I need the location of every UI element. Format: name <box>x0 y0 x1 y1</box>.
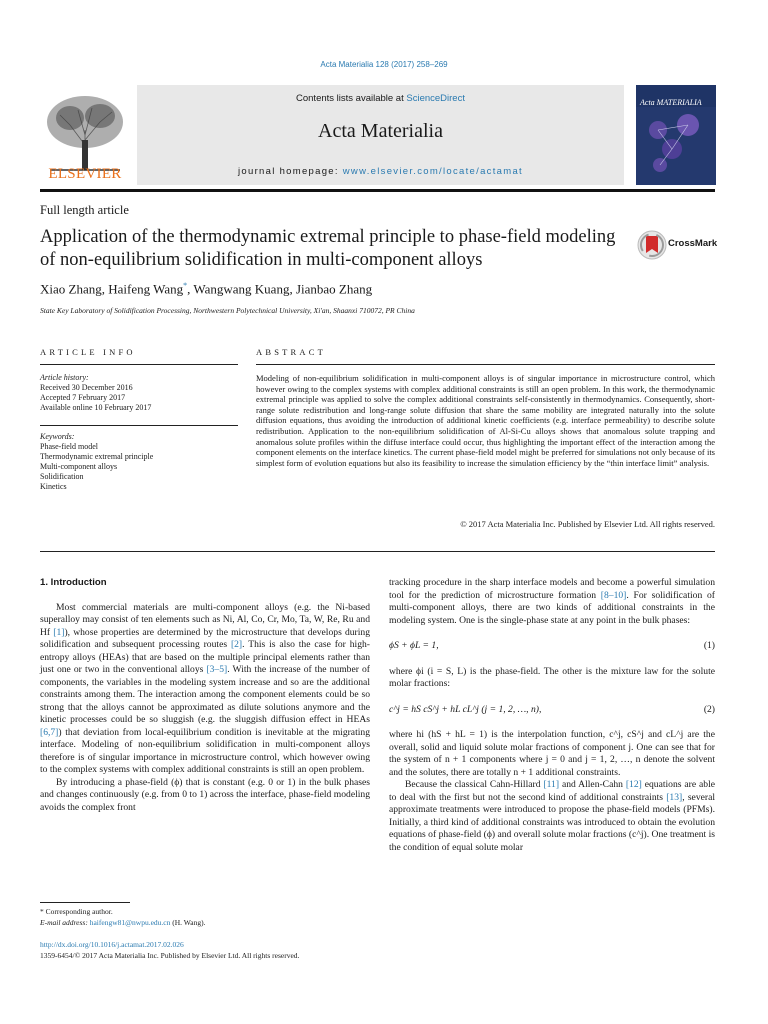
author-list <box>40 281 372 297</box>
text: . For solidification of multi-component alloys, there are two kinds of additional constraints in the modeling system. One is the single-phase state at any point in the bulk phases: <box>389 589 715 626</box>
keywords-label: Keywords: <box>40 432 75 441</box>
corresponding-author-mark[interactable]: * <box>183 281 188 290</box>
citation-link[interactable]: [11] <box>543 779 560 790</box>
equation-1 <box>389 640 715 653</box>
body-paragraph: where ϕi (i = S, L) is the phase-field. The other is the mixture law for the solute molar fractions: <box>389 665 715 689</box>
keyword: Solidification <box>40 472 84 481</box>
sciencedirect-link[interactable]: ScienceDirect <box>406 93 465 104</box>
journal-reference-link[interactable]: Acta Materialia 128 (2017) 258–269 <box>320 60 448 69</box>
divider <box>40 425 238 426</box>
history-accepted: Accepted 7 February 2017 <box>40 393 126 402</box>
body-paragraph <box>40 602 370 777</box>
citation-link[interactable]: [1] <box>53 626 65 638</box>
contents-line <box>137 93 624 104</box>
history-online: Available online 10 February 2017 <box>40 403 152 412</box>
equation-2 <box>389 704 715 717</box>
citation-link[interactable]: [2] <box>230 639 243 650</box>
article-title: Application of the thermodynamic extremal principle to phase-field modeling of non-equilibrium solidification in multi-component alloys <box>40 227 616 270</box>
doi-link[interactable]: http://dx.doi.org/10.1016/j.actamat.2017.02.026 <box>40 940 184 949</box>
corresponding-label: * Corresponding author. <box>40 907 113 916</box>
keywords <box>40 432 153 492</box>
body-right-column <box>389 577 715 854</box>
text: ), whose properties are determined by the microstructure that develops during solidification and subsequent processing routes <box>40 626 370 650</box>
text: tracking procedure in the sharp interface models and become a powerful simulation tool for the prediction of microstructure formation <box>389 577 715 601</box>
article-type: Full length article <box>40 203 129 217</box>
citation-link[interactable]: [12] <box>625 779 642 790</box>
equation-body: ϕS + ϕL = 1, <box>389 640 439 651</box>
article-history <box>40 373 151 413</box>
equation-number: (1) <box>703 640 715 651</box>
equation-body: c^j = hS cS^j + hL cL^j (j = 1, 2, …, n), <box>389 703 542 715</box>
footnote-rule <box>40 902 130 903</box>
text: . This is also the case for high-entropy alloys (HEAs) that are based on the multiple principal elements rather than just one or two in the conventional alloys <box>40 639 370 675</box>
cover-title: Acta MATERIALIA <box>640 98 702 107</box>
contents-prefix: Contents lists available at <box>296 93 407 104</box>
keyword: Kinetics <box>40 482 67 491</box>
email-label: E-mail address: <box>40 918 90 927</box>
divider <box>40 364 238 365</box>
citation-link[interactable]: [8–10] <box>600 589 627 601</box>
email-line <box>40 917 205 928</box>
affiliation: State Key Laboratory of Solidification Processing, Northwestern Polytechnical University, Xi'an, Shaanxi 710072, PR China <box>40 306 415 315</box>
issn-line: 1359-6454/© 2017 Acta Materialia Inc. Published by Elsevier Ltd. All rights reserved. <box>40 951 300 960</box>
body-paragraph: By introducing a phase-field (ϕ) that is constant (e.g. 0 or 1) in the bulk phases and changes continuously (e.g. from 0 to 1) across the interface, phase-field modeling avoids the complex front <box>40 776 370 813</box>
homepage-prefix: journal homepage: <box>238 166 343 177</box>
authors-rest: , Wangwang Kuang, Jianbao Zhang <box>187 281 373 297</box>
crossmark-icon[interactable] <box>637 230 667 260</box>
body-paragraph: where hi (hS + hL = 1) is the interpolation function, c^j, cS^j and cL^j are the overall, solid and liquid solute molar fractions of component j. One can see that for the system of n + 1 components where j = 0 and j = 1, 2, …, n denote the solvent and the solutes, there are totally n + 1 additional constraints. <box>389 729 715 778</box>
body-paragraph <box>389 577 715 627</box>
journal-title: Acta Materialia <box>318 120 443 142</box>
text: Because the classical Cahn-Hillard <box>405 779 544 790</box>
section-rule <box>40 551 715 552</box>
text: Most commercial materials are multi-component alloys (e.g. the Ni-based superalloy may consist of ten elements such as Ni, Al, Co, Cr, Mo, Ta, W, Re, Ru and Hf <box>40 601 370 638</box>
history-received: Received 30 December 2016 <box>40 383 133 392</box>
keyword: Multi-component alloys <box>40 462 118 471</box>
body-left-column <box>40 577 370 814</box>
keyword: Phase-field model <box>40 442 98 451</box>
text: and Allen-Cahn <box>559 779 626 790</box>
authors-first: Xiao Zhang, Haifeng Wang <box>40 281 184 297</box>
abstract-text: Modeling of non-equilibrium solidification in multi-component alloys is of singular importance in microstructure control, which however owing to the complex systems with complex additional constraints is still an open problem. In this work, the thermodynamic extremal principle was applied to solve the complex additional constraints self-consistently in thermodynamics. Consequently, short-range solute redistribution and long-range solute diffusion that share the same mobility are integrated naturally into the solute diffusion equations, thus avoiding the introduction of additional kinetic coefficients (e.g. interface permeability) to describe solute redistribution. Application to the non-equilibrium solidification of Al-Si-Cu alloys shows that anomalous solute trapping and anomalous solute profiles within the diffuse interface could occur, thus highlighting the important effect of the interaction among the component elements on the interface kinetics. The current phase-field model might be preferred for simulations not only because of its simplest form of evolution equations but also its feasibility to increase the simulation efficiency by the “thin interface limit” analysis. <box>256 373 715 468</box>
citation-link[interactable]: [6,7] <box>40 726 59 738</box>
email-link[interactable]: haifengw81@nwpu.edu.cn <box>89 918 171 927</box>
email-suffix: (H. Wang). <box>170 918 206 927</box>
abstract-heading: ABSTRACT <box>256 347 326 357</box>
article-info-heading: ARTICLE INFO <box>40 347 136 357</box>
doi-block <box>40 939 299 961</box>
text: equations are able to deal with the first but not the second kind of additional constraints <box>389 779 715 803</box>
body-paragraph <box>389 779 715 854</box>
text: , several approximate treatments were introduced to propose the phase-field models (PFMs). Initially, a third kind of additional constraints was introduced to obtain the evolution equations of phase-field (ϕ) and overall solute molar fractions (c^j). One treatment is the condition of equal solute molar <box>389 791 715 853</box>
equation-number: (2) <box>703 703 715 715</box>
homepage-line <box>137 166 624 177</box>
corresponding-footnote <box>40 906 205 928</box>
introduction-heading: 1. Introduction <box>40 577 107 588</box>
divider <box>256 364 715 365</box>
crossmark-label[interactable]: CrossMark <box>668 238 718 249</box>
text: ) that deviation from local-equilibrium condition is inevitable at the migrating interface. Modeling of non-equilibrium solidification in multi-component alloys therefore is of singular importance in microstructure control, which however owing to the complex systems with complex additional constraints is still an open problem. <box>40 726 370 775</box>
text: . With the increase of the number of components, the variables in the modeling system increase and so are the additional constraints among them. The interaction among the component elements could be so strong that the alloys cannot be approximated as dilute solutions anymore and the kinetic processes could be so sluggish (e.g. the sluggish diffusion effect in HEAs <box>40 664 370 725</box>
homepage-link[interactable]: www.elsevier.com/locate/actamat <box>342 166 523 177</box>
citation-link[interactable]: [3–5] <box>206 664 228 675</box>
history-label: Article history: <box>40 373 89 382</box>
header-rule <box>40 189 715 192</box>
keyword: Thermodynamic extremal principle <box>40 452 154 461</box>
abstract-copyright: © 2017 Acta Materialia Inc. Published by Elsevier Ltd. All rights reserved. <box>460 519 715 529</box>
citation-link[interactable]: [13] <box>666 791 683 803</box>
elsevier-wordmark: ELSEVIER <box>48 166 122 182</box>
